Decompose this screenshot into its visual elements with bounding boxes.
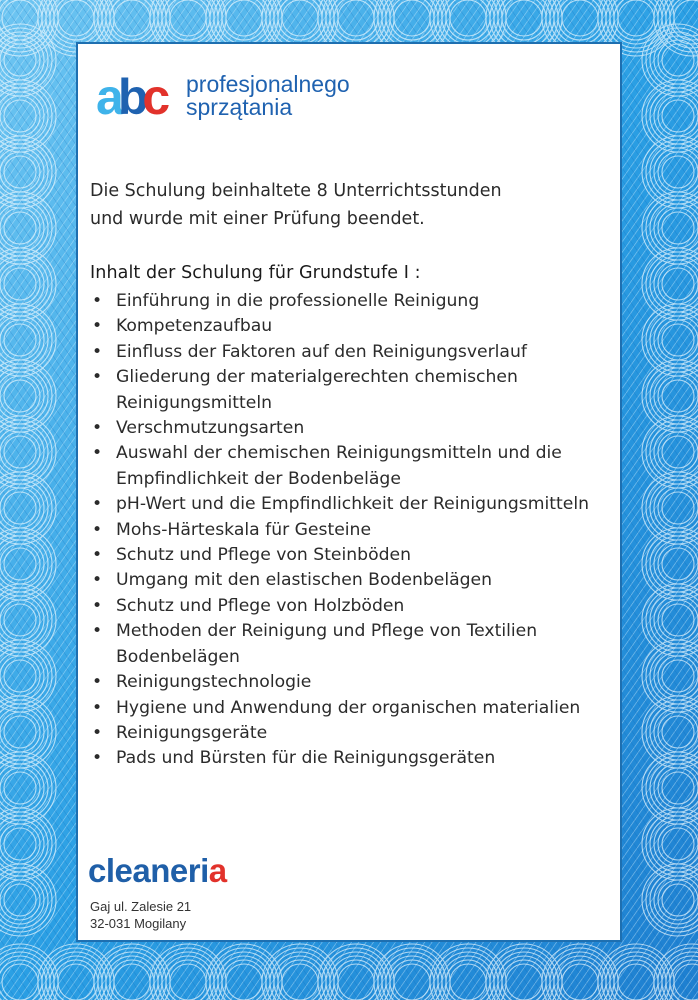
abc-logo [96,66,350,126]
bullet-icon: • [92,519,103,540]
bullet-icon: • [92,494,103,515]
bullet-icon: • [92,570,103,591]
list-item-text: Reinigungstechnologie [116,672,312,693]
certificate-card [76,42,622,942]
list-item [90,289,615,314]
list-item-text: Kompetenzaufbau [116,316,273,337]
list-item-text: Schutz und Pflege von Holzböden [116,595,405,616]
list-item [90,594,615,619]
address-line1: Gaj ul. Zalesie 21 [90,899,192,914]
bullet-icon: • [92,418,103,439]
topic-list [90,289,615,772]
list-item [90,518,615,543]
list-item [90,441,615,492]
list-item [90,543,615,568]
list-item [90,416,615,441]
logo-tagline [186,73,350,119]
logo-line2: sprzątania [186,94,293,120]
bullet-icon: • [92,595,103,616]
list-item-text: Mohs-Härteskala für Gesteine [116,519,372,540]
brand-accent: a [208,852,227,889]
list-item [90,696,615,721]
address-line2: 32-031 Mogilany [90,916,187,931]
list-item [90,721,615,746]
list-item [90,670,615,695]
list-item-text: Auswahl der chemischen Reinigungsmitteln und die Empfindlichkeit der Bodenbeläge [116,443,562,489]
bullet-icon: • [92,291,103,311]
list-item-text: Verschmutzungsarten [116,418,305,439]
bullet-icon: • [92,697,103,718]
list-item-text: Einführung in die professionelle Reinigung [116,291,480,311]
list-item-text: Schutz und Pflege von Steinböden [116,545,411,566]
list-item-text: pH-Wert und die Empfindlichkeit der Reinigungsmitteln [116,494,589,515]
bullet-icon: • [92,748,103,769]
brand-main: cleaneri [88,852,209,889]
bullet-icon: • [92,621,103,642]
cleaneria-logo [88,852,227,890]
intro-line1: Die Schulung beinhaltete 8 Unterrichtsstunden [90,181,502,201]
bullet-icon: • [92,367,103,388]
list-item [90,314,615,339]
list-item-text: Pads und Bürsten für die Reinigungsgeräten [116,748,496,769]
content-heading: Inhalt der Schulung für Grundstufe I : [90,263,421,283]
list-item-text: Reinigungsgeräte [116,722,268,743]
list-item-text: Umgang mit den elastischen Bodenbelägen [116,570,493,591]
list-item [90,340,615,365]
bullet-icon: • [92,672,103,693]
list-item-text: Hygiene und Anwendung der organischen materialien [116,697,581,718]
list-item [90,746,615,771]
bullet-icon: • [92,443,103,464]
list-item [90,568,615,593]
list-item-text: Einfluss der Faktoren auf den Reinigungsverlauf [116,341,527,362]
intro-line2: und wurde mit einer Prüfung beendet. [90,209,425,229]
list-item-text: Gliederung der materialgerechten chemischen Reinigungsmitteln [116,367,518,413]
bullet-icon: • [92,722,103,743]
bullet-icon: • [92,341,103,362]
intro-text [90,177,610,233]
logo-letters: abc [96,70,165,122]
company-address [90,898,191,932]
bullet-icon: • [92,545,103,566]
logo-line1: profesjonalnego [186,71,350,97]
abc-logo-mark [96,70,178,122]
list-item-text: Methoden der Reinigung und Pflege von Textilien Bodenbelägen [116,621,538,667]
list-item [90,619,615,670]
list-item [90,365,615,416]
list-item [90,492,615,517]
bullet-icon: • [92,316,103,337]
